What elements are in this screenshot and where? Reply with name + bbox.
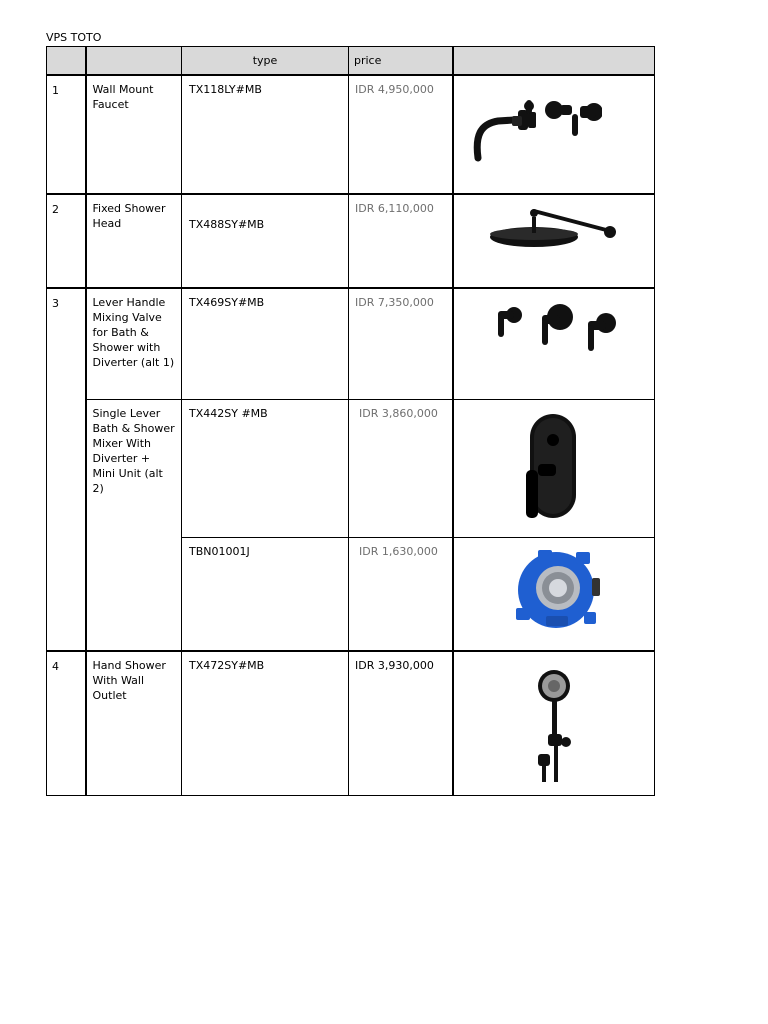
fixed-shower-head-image [453, 194, 655, 288]
wall-mount-faucet-image [453, 75, 655, 194]
row-number: 2 [47, 194, 86, 288]
item-name: Fixed Shower Head [86, 194, 182, 288]
item-price: IDR 4,950,000 [349, 75, 453, 194]
document-title: VPS TOTO [46, 31, 102, 44]
item-price: IDR 3,930,000 [349, 651, 453, 796]
single-lever-mixer-image [453, 400, 655, 538]
item-price: IDR 7,350,000 [349, 288, 453, 400]
header-name [86, 47, 182, 76]
row-number: 4 [47, 651, 86, 796]
price-table [46, 46, 655, 796]
item-name: Wall Mount Faucet [86, 75, 182, 194]
item-name: Hand Shower With Wall Outlet [86, 651, 182, 796]
header-image [453, 47, 655, 76]
item-name: Lever Handle Mixing Valve for Bath & Shower with Diverter (alt 1) [86, 288, 182, 400]
mixing-valve-image [453, 288, 655, 400]
header-no [47, 47, 86, 76]
item-price: IDR 1,630,000 [349, 538, 453, 652]
item-price: IDR 6,110,000 [349, 194, 453, 288]
table-row [47, 400, 655, 538]
item-type: TX469SY#MB [182, 288, 349, 400]
item-type: TX118LY#MB [182, 75, 349, 194]
item-type: TX472SY#MB [182, 651, 349, 796]
table-row [47, 651, 655, 796]
table-row [47, 288, 655, 400]
mini-unit-image [453, 538, 655, 652]
item-type: TBN01001J [182, 538, 349, 652]
item-type: TX442SY #MB [182, 400, 349, 538]
item-name: Single Lever Bath & Shower Mixer With Diverter + Mini Unit (alt 2) [86, 400, 182, 652]
header-price: price [349, 47, 453, 76]
hand-shower-image [453, 651, 655, 796]
header-type: type [182, 47, 349, 76]
row-number: 3 [47, 288, 86, 651]
table-header-row [47, 47, 655, 76]
row-number: 1 [47, 75, 86, 194]
table-row [47, 75, 655, 194]
table-row [47, 194, 655, 288]
item-type: TX488SY#MB [182, 194, 349, 288]
item-price: IDR 3,860,000 [349, 400, 453, 538]
